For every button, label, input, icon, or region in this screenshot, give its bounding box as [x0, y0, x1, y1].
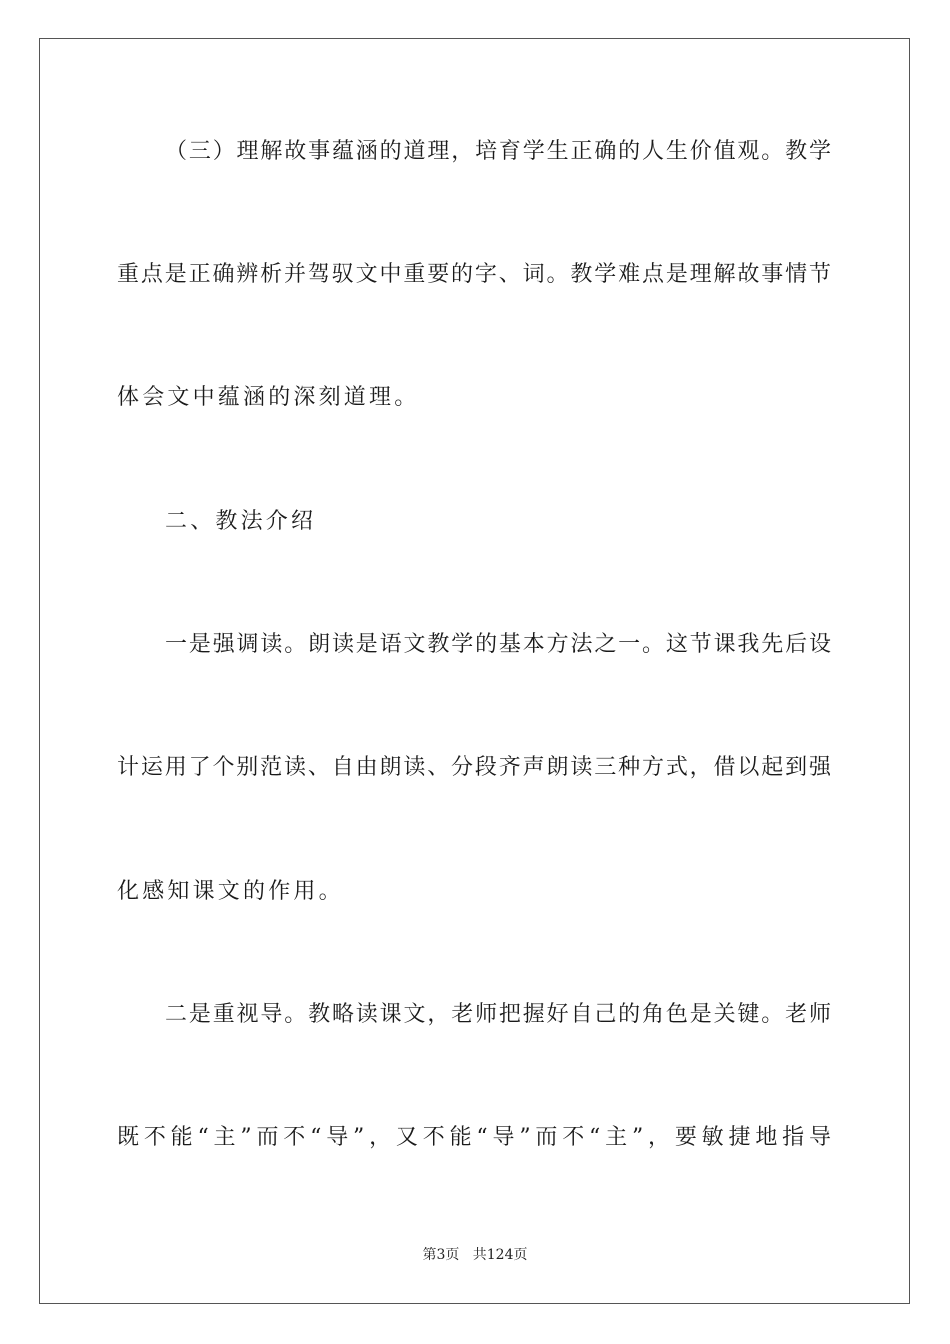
text-line-2: 重点是正确辨析并驾驭文中重要的字、词。教学难点是理解故事情节	[117, 262, 831, 287]
text-line-6: 计运用了个别范读、自由朗读、分段齐声朗读三种方式，借以起到强	[117, 755, 831, 780]
text-line-5: 一是强调读。朗读是语文教学的基本方法之一。这节课我先后设	[165, 632, 831, 657]
text-line-7: 化感知课文的作用。	[117, 879, 344, 904]
text-line-8: 二是重视导。教略读课文，老师把握好自己的角色是关键。老师	[165, 1002, 831, 1027]
page-border	[39, 38, 910, 1304]
text-line-1: （三）理解故事蕴涵的道理，培育学生正确的人生价值观。教学	[165, 139, 831, 164]
page-number-footer: 第3页 共124页	[422, 1247, 528, 1263]
section-heading: 二、教法介绍	[165, 509, 317, 534]
text-line-3: 体会文中蕴涵的深刻道理。	[117, 385, 420, 410]
text-line-9: 既不能“主”而不“导”，又不能“导”而不“主”，要敏捷地指导	[117, 1125, 831, 1150]
